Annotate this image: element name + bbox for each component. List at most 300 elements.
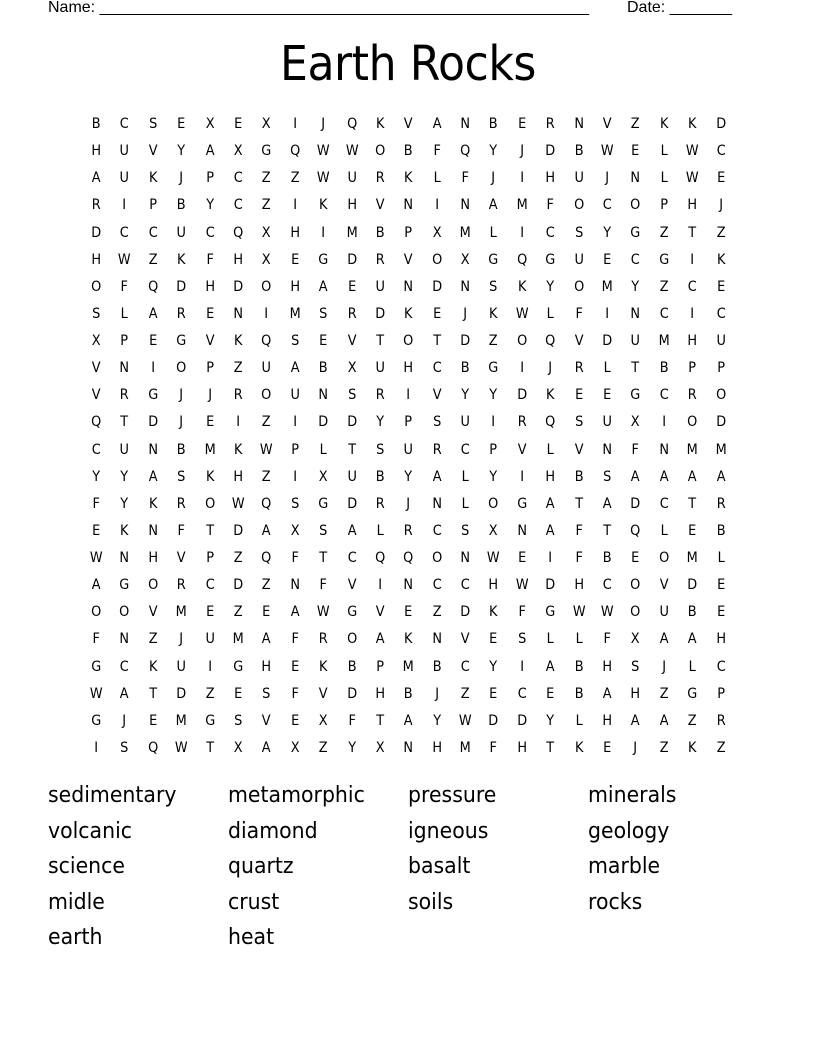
grid-letter[interactable]: Q xyxy=(375,550,386,566)
grid-letter[interactable]: U xyxy=(346,468,357,485)
grid-letter[interactable]: Z xyxy=(262,414,271,431)
grid-letter[interactable]: N xyxy=(630,305,641,322)
grid-letter[interactable]: H xyxy=(573,577,584,594)
grid-letter[interactable]: D xyxy=(375,305,386,322)
grid-letter[interactable]: A xyxy=(120,685,129,702)
grid-letter[interactable]: B xyxy=(404,143,413,160)
grid-letter[interactable]: Q xyxy=(460,143,471,160)
grid-letter[interactable]: E xyxy=(347,278,356,295)
grid-letter[interactable]: G xyxy=(545,604,556,621)
grid-letter[interactable]: H xyxy=(602,712,613,729)
grid-letter[interactable]: B xyxy=(489,116,499,132)
grid-letter[interactable]: T xyxy=(546,739,555,756)
grid-letter[interactable]: P xyxy=(716,685,725,702)
grid-letter[interactable]: N xyxy=(432,631,442,648)
grid-letter[interactable]: N xyxy=(432,495,442,512)
grid-letter[interactable]: J xyxy=(321,116,326,132)
grid-letter[interactable]: X xyxy=(205,116,215,132)
grid-letter[interactable]: J xyxy=(179,631,184,648)
grid-letter[interactable]: H xyxy=(204,278,215,295)
grid-letter[interactable]: U xyxy=(176,224,187,241)
grid-letter[interactable]: J xyxy=(520,143,524,160)
grid-letter[interactable]: K xyxy=(546,387,555,404)
grid-letter[interactable]: N xyxy=(460,116,471,132)
grid-letter[interactable]: W xyxy=(686,170,699,187)
grid-letter[interactable]: I xyxy=(378,577,383,594)
grid-letter[interactable]: D xyxy=(176,278,187,295)
grid-letter[interactable]: L xyxy=(717,550,725,566)
grid-letter[interactable]: S xyxy=(489,278,498,295)
grid-letter[interactable]: Y xyxy=(489,387,498,404)
grid-letter[interactable]: H xyxy=(346,197,357,214)
grid-letter[interactable]: C xyxy=(602,577,612,594)
grid-letter[interactable]: C xyxy=(91,441,101,458)
grid-letter[interactable]: Y xyxy=(120,468,129,485)
grid-letter[interactable]: Y xyxy=(205,197,214,214)
grid-letter[interactable]: P xyxy=(489,441,498,458)
grid-letter[interactable]: D xyxy=(233,278,244,295)
grid-letter[interactable]: Z xyxy=(148,251,158,268)
grid-letter[interactable]: D xyxy=(545,143,556,160)
grid-letter[interactable]: R xyxy=(375,251,385,268)
grid-letter[interactable]: C xyxy=(659,387,669,404)
grid-letter[interactable]: L xyxy=(688,658,696,675)
grid-letter[interactable]: M xyxy=(459,224,471,241)
grid-letter[interactable]: D xyxy=(630,495,641,512)
grid-letter[interactable]: M xyxy=(686,441,698,458)
grid-letter[interactable]: N xyxy=(602,441,613,458)
grid-letter[interactable]: F xyxy=(291,550,299,566)
grid-letter[interactable]: P xyxy=(205,550,214,566)
grid-letter[interactable]: I xyxy=(491,414,496,431)
grid-letter[interactable]: E xyxy=(517,116,527,132)
grid-letter[interactable]: M xyxy=(715,441,727,458)
grid-letter[interactable]: G xyxy=(91,712,102,729)
grid-letter[interactable]: U xyxy=(346,170,357,187)
grid-letter[interactable]: N xyxy=(659,441,669,458)
grid-letter[interactable]: I xyxy=(520,468,524,485)
grid-letter[interactable]: G xyxy=(630,224,641,241)
grid-letter[interactable]: D xyxy=(91,224,102,241)
grid-letter[interactable]: S xyxy=(262,685,271,702)
grid-letter[interactable]: E xyxy=(489,631,498,648)
grid-letter[interactable]: G xyxy=(261,143,272,160)
grid-letter[interactable]: X xyxy=(460,251,470,268)
grid-letter[interactable]: U xyxy=(716,333,726,349)
grid-letter[interactable]: U xyxy=(119,170,130,187)
grid-letter[interactable]: X xyxy=(318,712,328,729)
grid-letter[interactable]: U xyxy=(574,170,584,187)
grid-letter[interactable]: P xyxy=(149,197,157,214)
grid-letter[interactable]: D xyxy=(460,604,471,621)
grid-letter[interactable]: H xyxy=(715,631,726,648)
grid-letter[interactable]: G xyxy=(687,685,698,702)
grid-letter[interactable]: X xyxy=(347,360,357,377)
grid-letter[interactable]: W xyxy=(231,495,245,512)
grid-letter[interactable]: B xyxy=(347,658,357,675)
grid-letter[interactable]: I xyxy=(122,197,127,214)
grid-letter[interactable]: R xyxy=(545,116,555,132)
name-field[interactable]: Name: _______________________________________________________ xyxy=(48,0,589,16)
grid-letter[interactable]: I xyxy=(321,224,326,241)
grid-letter[interactable]: H xyxy=(148,550,158,566)
grid-letter[interactable]: Y xyxy=(92,468,101,485)
grid-letter[interactable]: V xyxy=(347,333,357,349)
grid-letter[interactable]: E xyxy=(631,143,640,160)
grid-letter[interactable]: P xyxy=(688,360,697,377)
grid-letter[interactable]: S xyxy=(574,224,583,241)
grid-letter[interactable]: C xyxy=(716,658,726,675)
grid-letter[interactable]: H xyxy=(375,685,385,702)
grid-letter[interactable]: E xyxy=(603,251,612,268)
grid-letter[interactable]: S xyxy=(432,414,441,431)
grid-letter[interactable]: V xyxy=(205,333,215,349)
grid-letter[interactable]: D xyxy=(715,116,726,132)
grid-letter[interactable]: A xyxy=(290,360,300,377)
grid-letter[interactable]: Q xyxy=(147,278,159,295)
grid-letter[interactable]: M xyxy=(459,739,471,756)
grid-letter[interactable]: D xyxy=(148,414,158,431)
grid-letter[interactable]: M xyxy=(204,441,216,458)
grid-letter[interactable]: J xyxy=(179,414,184,431)
grid-letter[interactable]: Y xyxy=(461,387,470,404)
grid-letter[interactable]: S xyxy=(517,631,527,648)
grid-letter[interactable]: Y xyxy=(631,278,640,295)
grid-letter[interactable]: O xyxy=(176,360,187,377)
grid-letter[interactable]: W xyxy=(487,550,501,566)
grid-letter[interactable]: V xyxy=(176,550,186,566)
grid-letter[interactable]: F xyxy=(291,631,299,648)
grid-letter[interactable]: R xyxy=(375,495,385,512)
grid-letter[interactable]: I xyxy=(434,197,439,214)
grid-letter[interactable]: T xyxy=(574,495,583,512)
grid-letter[interactable]: O xyxy=(147,577,159,594)
grid-letter[interactable]: O xyxy=(715,387,726,404)
grid-letter[interactable]: B xyxy=(460,360,470,377)
grid-letter[interactable]: A xyxy=(602,495,612,512)
grid-letter[interactable]: B xyxy=(375,468,385,485)
grid-letter[interactable]: U xyxy=(176,658,187,675)
grid-letter[interactable]: I xyxy=(293,197,297,214)
grid-letter[interactable]: G xyxy=(147,387,158,404)
grid-letter[interactable]: D xyxy=(460,333,471,349)
grid-letter[interactable]: M xyxy=(516,197,528,214)
grid-letter[interactable]: A xyxy=(404,712,413,729)
grid-letter[interactable]: K xyxy=(659,116,669,132)
grid-letter[interactable]: O xyxy=(658,550,670,566)
grid-letter[interactable]: Z xyxy=(262,468,271,485)
grid-letter[interactable]: V xyxy=(602,116,612,132)
grid-letter[interactable]: O xyxy=(687,414,698,431)
grid-letter[interactable]: Q xyxy=(516,251,528,268)
grid-letter[interactable]: G xyxy=(659,251,670,268)
grid-letter[interactable]: B xyxy=(574,143,584,160)
grid-letter[interactable]: K xyxy=(319,197,328,214)
date-field[interactable]: Date: _______ xyxy=(627,0,732,16)
grid-letter[interactable]: U xyxy=(375,278,385,295)
grid-letter[interactable]: O xyxy=(488,495,499,512)
grid-letter[interactable]: A xyxy=(631,712,641,729)
grid-letter[interactable]: Y xyxy=(489,468,498,485)
grid-letter[interactable]: X xyxy=(262,224,271,241)
grid-letter[interactable]: E xyxy=(489,685,498,702)
grid-letter[interactable]: H xyxy=(91,143,102,160)
grid-letter[interactable]: Q xyxy=(261,333,272,349)
grid-letter[interactable]: J xyxy=(491,170,496,187)
grid-letter[interactable]: R xyxy=(233,387,243,404)
grid-letter[interactable]: P xyxy=(205,170,214,187)
grid-letter[interactable]: S xyxy=(631,658,640,675)
grid-letter[interactable]: I xyxy=(605,305,610,322)
grid-letter[interactable]: F xyxy=(575,550,583,566)
grid-letter[interactable]: J xyxy=(633,739,638,756)
grid-letter[interactable]: T xyxy=(432,333,441,349)
grid-letter[interactable]: I xyxy=(94,739,99,756)
grid-letter[interactable]: Q xyxy=(346,116,357,132)
grid-letter[interactable]: H xyxy=(630,685,641,702)
grid-letter[interactable]: G xyxy=(488,360,499,377)
grid-letter[interactable]: J xyxy=(463,305,468,322)
grid-letter[interactable]: F xyxy=(177,522,186,539)
grid-letter[interactable]: M xyxy=(346,224,358,241)
grid-letter[interactable]: E xyxy=(716,278,725,295)
grid-letter[interactable]: Y xyxy=(376,414,385,431)
grid-letter[interactable]: F xyxy=(291,685,299,702)
grid-letter[interactable]: F xyxy=(489,739,498,756)
grid-letter[interactable]: I xyxy=(236,414,241,431)
grid-letter[interactable]: R xyxy=(375,387,385,404)
grid-letter[interactable]: L xyxy=(603,360,611,377)
grid-letter[interactable]: E xyxy=(688,522,697,539)
grid-letter[interactable]: K xyxy=(489,305,498,322)
grid-letter[interactable]: M xyxy=(175,712,187,729)
grid-letter[interactable]: V xyxy=(262,712,271,729)
grid-letter[interactable]: C xyxy=(687,278,697,295)
grid-letter[interactable]: P xyxy=(660,197,668,214)
grid-letter[interactable]: E xyxy=(546,685,555,702)
grid-letter[interactable]: Z xyxy=(233,550,243,566)
grid-letter[interactable]: A xyxy=(262,522,271,539)
grid-letter[interactable]: W xyxy=(89,685,103,702)
grid-letter[interactable]: L xyxy=(461,468,469,485)
grid-letter[interactable]: M xyxy=(658,333,670,349)
grid-letter[interactable]: E xyxy=(234,685,243,702)
grid-letter[interactable]: D xyxy=(488,712,499,729)
grid-letter[interactable]: H xyxy=(290,278,300,295)
grid-letter[interactable]: Z xyxy=(290,170,300,187)
grid-letter[interactable]: X xyxy=(290,739,300,756)
grid-letter[interactable]: E xyxy=(716,577,725,594)
grid-letter[interactable]: K xyxy=(233,333,243,349)
grid-letter[interactable]: U xyxy=(261,360,272,377)
grid-letter[interactable]: D xyxy=(687,577,698,594)
grid-letter[interactable]: Z xyxy=(659,739,669,756)
grid-letter[interactable]: B xyxy=(176,441,186,458)
grid-letter[interactable]: C xyxy=(460,441,470,458)
grid-letter[interactable]: Z xyxy=(262,577,271,594)
grid-letter[interactable]: E xyxy=(517,550,527,566)
grid-letter[interactable]: D xyxy=(346,414,357,431)
grid-letter[interactable]: Y xyxy=(546,278,555,295)
grid-letter[interactable]: C xyxy=(432,522,442,539)
grid-letter[interactable]: F xyxy=(92,631,100,648)
grid-letter[interactable]: D xyxy=(602,333,613,349)
grid-letter[interactable]: P xyxy=(404,414,413,431)
grid-letter[interactable]: G xyxy=(119,577,130,594)
grid-letter[interactable]: F xyxy=(120,278,129,295)
grid-letter[interactable]: W xyxy=(89,550,103,566)
grid-letter[interactable]: B xyxy=(574,685,584,702)
grid-letter[interactable]: I xyxy=(690,251,695,268)
grid-letter[interactable]: W xyxy=(316,170,330,187)
grid-letter[interactable]: N xyxy=(318,387,329,404)
grid-letter[interactable]: I xyxy=(207,658,212,675)
grid-letter[interactable]: G xyxy=(517,495,528,512)
grid-letter[interactable]: R xyxy=(375,170,385,187)
grid-letter[interactable]: V xyxy=(91,387,101,404)
grid-letter[interactable]: D xyxy=(517,387,528,404)
grid-letter[interactable]: O xyxy=(346,631,357,648)
grid-letter[interactable]: C xyxy=(432,577,442,594)
grid-letter[interactable]: R xyxy=(687,387,697,404)
grid-letter[interactable]: F xyxy=(575,305,583,322)
grid-letter[interactable]: J xyxy=(179,387,184,404)
grid-letter[interactable]: S xyxy=(92,305,101,322)
grid-letter[interactable]: Z xyxy=(489,333,499,349)
grid-letter[interactable]: X xyxy=(318,468,328,485)
grid-letter[interactable]: U xyxy=(602,414,612,431)
grid-letter[interactable]: H xyxy=(687,197,698,214)
grid-letter[interactable]: O xyxy=(516,333,528,349)
grid-letter[interactable]: N xyxy=(119,360,130,377)
grid-letter[interactable]: A xyxy=(262,739,271,756)
grid-letter[interactable]: H xyxy=(403,360,414,377)
grid-letter[interactable]: E xyxy=(631,550,640,566)
grid-letter[interactable]: V xyxy=(148,604,158,621)
grid-letter[interactable]: A xyxy=(205,143,215,160)
grid-letter[interactable]: G xyxy=(346,604,357,621)
grid-letter[interactable]: M xyxy=(232,631,244,648)
grid-letter[interactable]: B xyxy=(432,658,442,675)
grid-letter[interactable]: H xyxy=(233,251,243,268)
grid-letter[interactable]: O xyxy=(431,550,442,566)
grid-letter[interactable]: M xyxy=(686,550,698,566)
grid-letter[interactable]: E xyxy=(716,170,725,187)
grid-letter[interactable]: M xyxy=(289,305,301,322)
grid-letter[interactable]: G xyxy=(91,658,102,675)
grid-letter[interactable]: Q xyxy=(261,495,272,512)
grid-letter[interactable]: L xyxy=(319,441,327,458)
grid-letter[interactable]: H xyxy=(517,739,527,756)
grid-letter[interactable]: T xyxy=(603,522,612,539)
grid-letter[interactable]: E xyxy=(319,333,328,349)
grid-letter[interactable]: R xyxy=(716,712,726,729)
grid-letter[interactable]: E xyxy=(205,414,214,431)
grid-letter[interactable]: B xyxy=(602,550,612,566)
grid-letter[interactable]: N xyxy=(460,197,471,214)
grid-letter[interactable]: T xyxy=(319,550,328,566)
grid-letter[interactable]: O xyxy=(119,604,130,621)
grid-letter[interactable]: T xyxy=(120,414,129,431)
grid-letter[interactable]: W xyxy=(600,143,614,160)
grid-letter[interactable]: E xyxy=(603,739,612,756)
grid-letter[interactable]: A xyxy=(347,522,357,539)
grid-letter[interactable]: Q xyxy=(630,522,641,539)
grid-letter[interactable]: Q xyxy=(289,143,300,160)
grid-letter[interactable]: W xyxy=(345,143,359,160)
grid-letter[interactable]: T xyxy=(376,712,385,729)
grid-letter[interactable]: D xyxy=(176,685,187,702)
grid-letter[interactable]: C xyxy=(460,658,470,675)
grid-letter[interactable]: Z xyxy=(460,685,470,702)
grid-letter[interactable]: H xyxy=(233,468,243,485)
grid-letter[interactable]: Q xyxy=(545,414,556,431)
grid-letter[interactable]: M xyxy=(601,278,613,295)
grid-letter[interactable]: S xyxy=(461,522,470,539)
grid-letter[interactable]: R xyxy=(91,197,101,214)
grid-letter[interactable]: N xyxy=(290,577,300,594)
grid-letter[interactable]: I xyxy=(520,658,524,675)
grid-letter[interactable]: Q xyxy=(233,224,244,241)
grid-letter[interactable]: N xyxy=(517,522,527,539)
grid-letter[interactable]: R xyxy=(176,577,186,594)
grid-letter[interactable]: I xyxy=(293,468,297,485)
grid-letter[interactable]: C xyxy=(659,305,669,322)
grid-letter[interactable]: V xyxy=(517,441,527,458)
grid-letter[interactable]: X xyxy=(375,739,385,756)
grid-letter[interactable]: K xyxy=(148,658,158,675)
grid-letter[interactable]: X xyxy=(432,224,442,241)
grid-letter[interactable]: C xyxy=(205,224,215,241)
grid-letter[interactable]: X xyxy=(631,414,641,431)
grid-letter[interactable]: Y xyxy=(177,143,186,160)
grid-letter[interactable]: Q xyxy=(91,414,102,431)
grid-letter[interactable]: S xyxy=(347,387,356,404)
grid-letter[interactable]: V xyxy=(375,197,385,214)
grid-letter[interactable]: K xyxy=(120,522,129,539)
grid-letter[interactable]: P xyxy=(716,360,725,377)
grid-letter[interactable]: L xyxy=(433,170,441,187)
grid-letter[interactable]: Z xyxy=(318,739,328,756)
grid-letter[interactable]: F xyxy=(206,251,214,268)
grid-letter[interactable]: E xyxy=(574,387,583,404)
grid-letter[interactable]: K xyxy=(517,278,527,295)
grid-letter[interactable]: J xyxy=(548,360,553,377)
grid-letter[interactable]: R xyxy=(404,522,413,539)
grid-letter[interactable]: C xyxy=(120,116,130,132)
grid-letter[interactable]: W xyxy=(316,143,330,160)
grid-letter[interactable]: L xyxy=(660,522,668,539)
grid-letter[interactable]: Z xyxy=(687,712,697,729)
grid-letter[interactable]: V xyxy=(659,577,669,594)
grid-letter[interactable]: O xyxy=(630,604,641,621)
grid-letter[interactable]: W xyxy=(572,604,586,621)
grid-letter[interactable]: S xyxy=(319,522,328,539)
grid-letter[interactable]: Q xyxy=(545,333,556,349)
grid-letter[interactable]: O xyxy=(261,278,272,295)
grid-letter[interactable]: L xyxy=(575,631,583,648)
grid-letter[interactable]: O xyxy=(375,143,386,160)
grid-letter[interactable]: P xyxy=(404,224,413,241)
grid-letter[interactable]: G xyxy=(545,251,556,268)
grid-letter[interactable]: I xyxy=(690,305,695,322)
grid-letter[interactable]: A xyxy=(659,468,669,485)
grid-letter[interactable]: I xyxy=(662,414,666,431)
grid-letter[interactable]: W xyxy=(515,305,529,322)
grid-letter[interactable]: A xyxy=(262,631,271,648)
grid-letter[interactable]: Y xyxy=(404,468,413,485)
grid-letter[interactable]: V xyxy=(574,441,584,458)
